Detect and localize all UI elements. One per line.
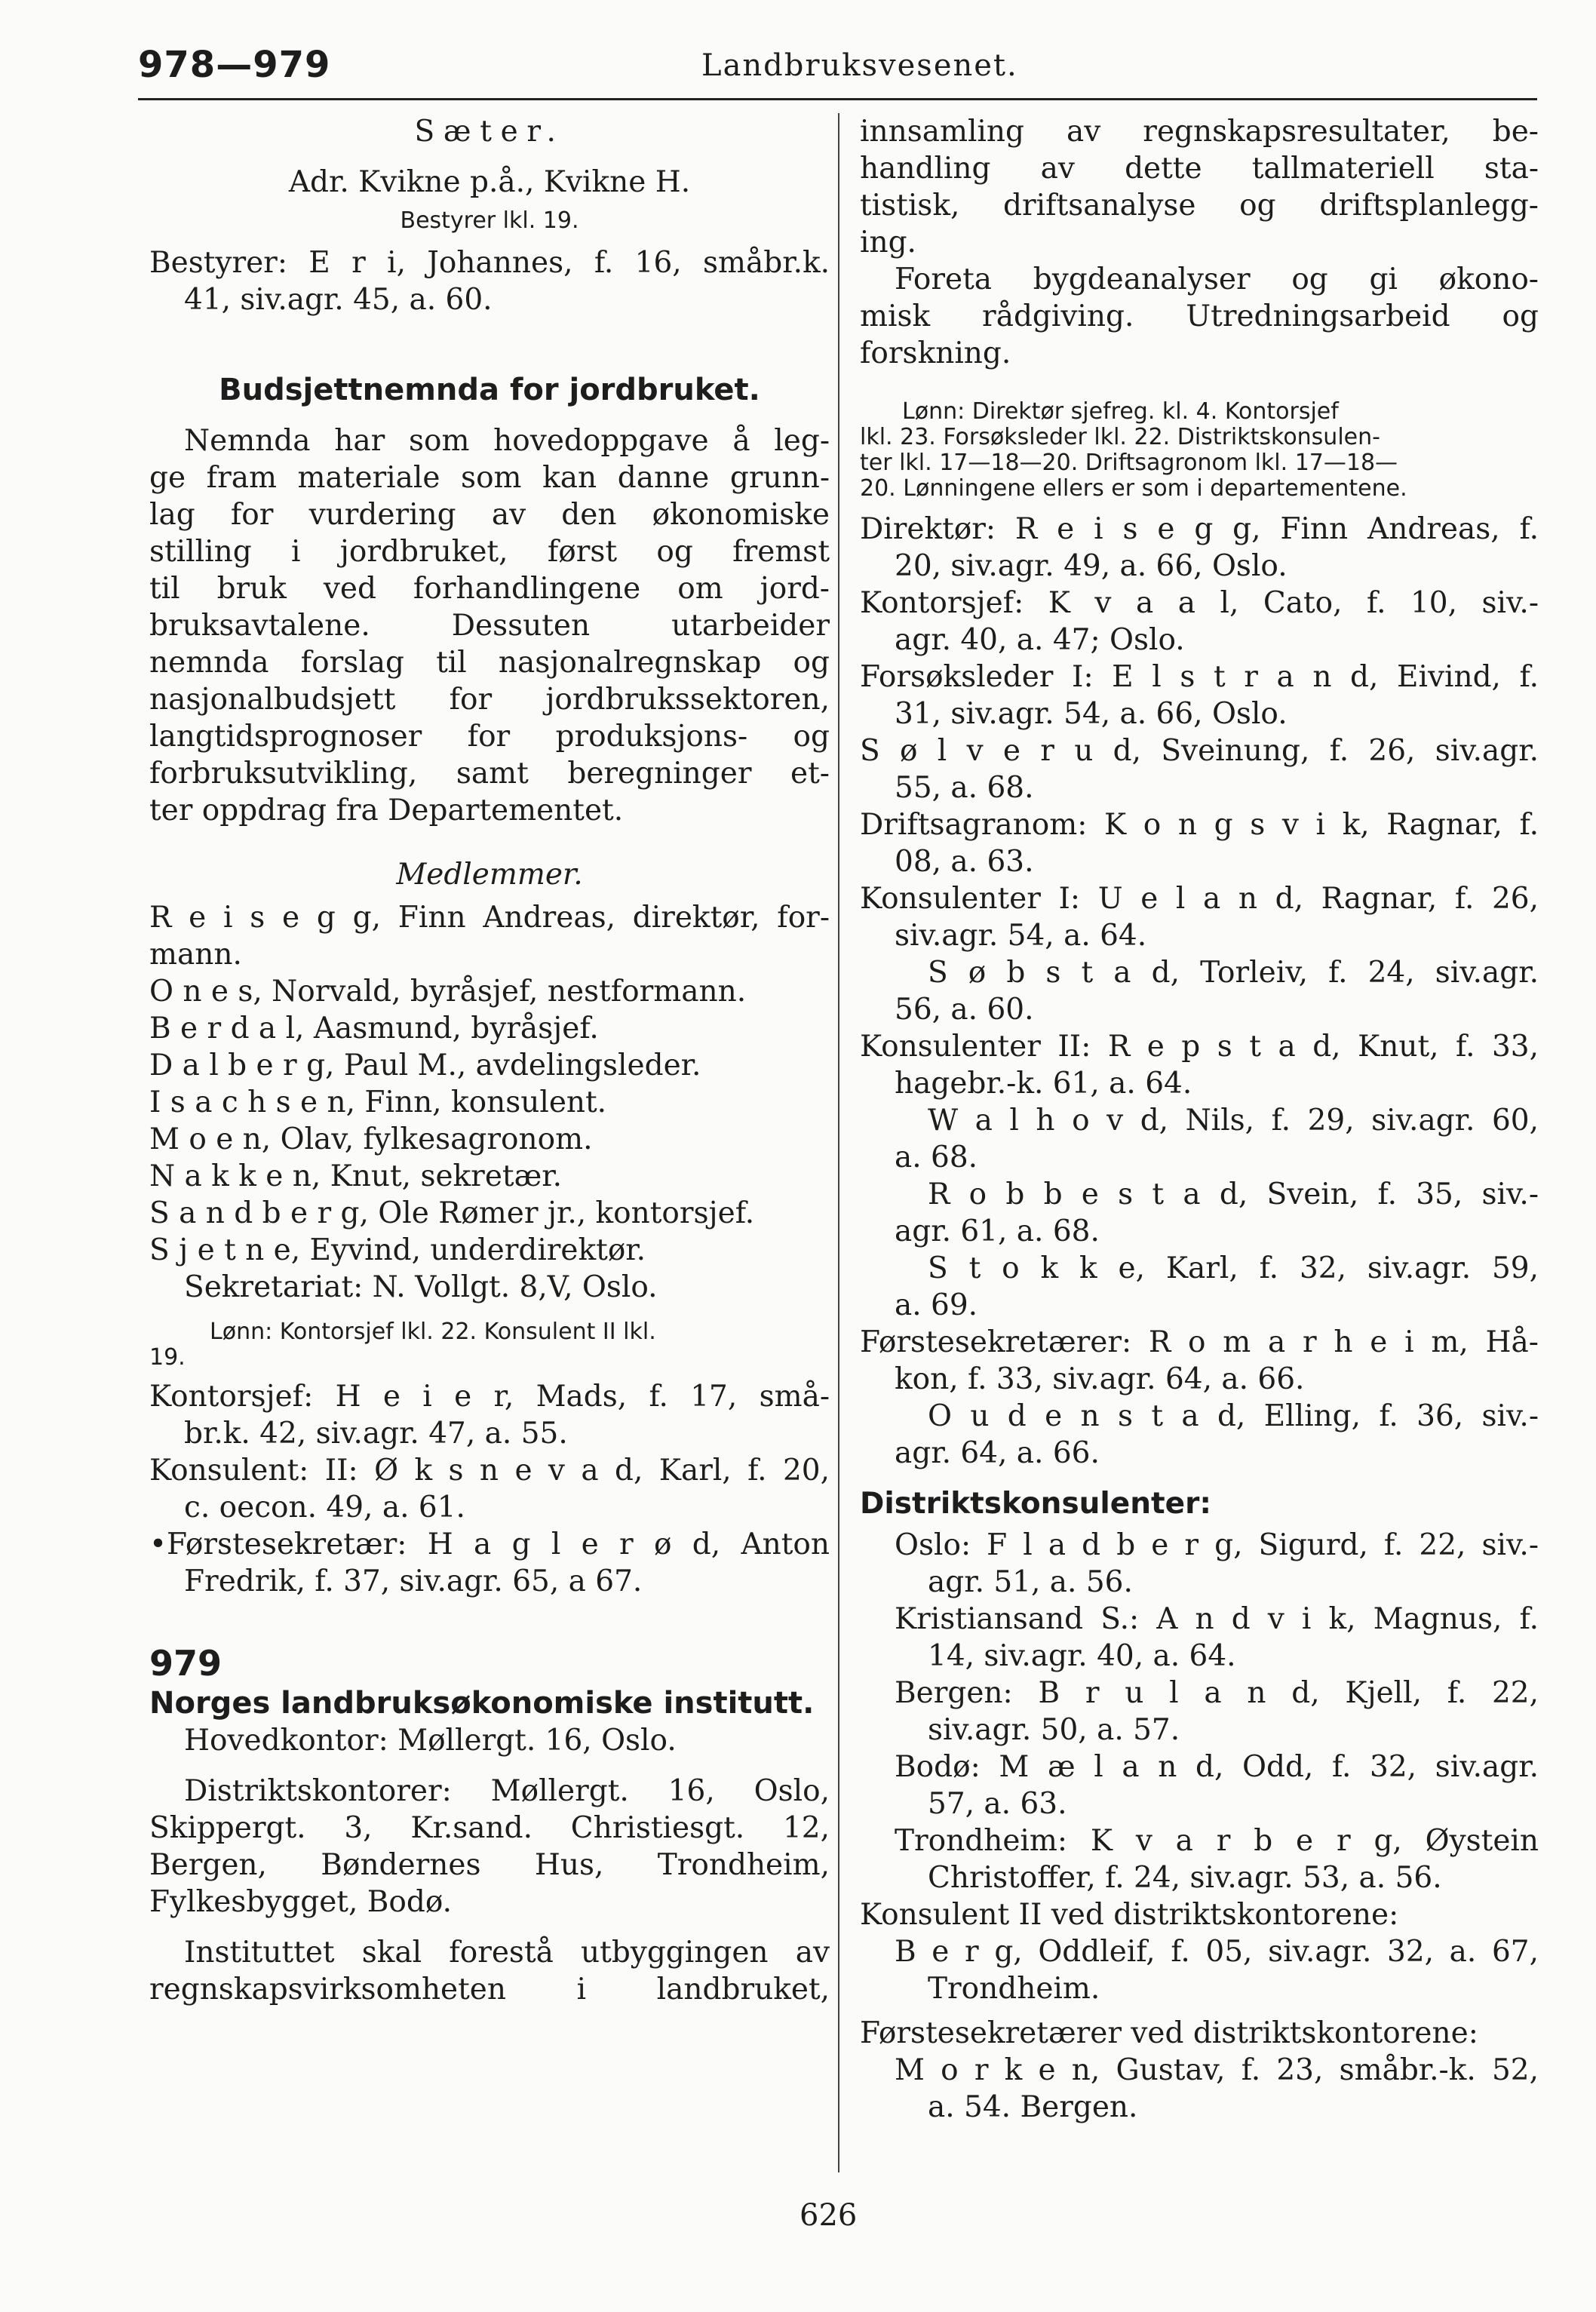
staff-line: Førstesekretærer: R o m a r h e i m, Hå- (860, 1325, 1539, 1359)
saeter-title: Sæter. (414, 115, 565, 149)
medlem-line: N a k k e n, Knut, sekretær. (149, 1159, 562, 1193)
budsjett-text-line: bruksavtalene. Dessuten utarbeider (149, 609, 830, 643)
staff-line: Konsulenter II: R e p s t a d, Knut, f. 33, (860, 1030, 1539, 1064)
budsjett-text-line: ter oppdrag fra Departementet. (149, 794, 624, 827)
medlem-line: I s a c h s e n, Finn, konsulent. (149, 1085, 607, 1119)
budsjett-title: Budsjettnemnda for jordbruket. (219, 373, 760, 407)
page-range: 978—979 (138, 44, 331, 86)
staff-line: c. oecon. 49, a. 61. (184, 1491, 465, 1524)
staff-line: Kontorsjef: K v a a l, Cato, f. 10, siv.- (860, 586, 1539, 620)
intro-line: forskning. (860, 336, 1011, 370)
intro-line: tistisk, driftsanalyse og driftsplanlegg- (860, 189, 1539, 223)
distrikt-line: siv.agr. 50, a. 57. (928, 1713, 1180, 1747)
right-column (860, 113, 1539, 2126)
column-divider (838, 113, 839, 2172)
distriktskontorer-line: Bergen, Bøndernes Hus, Trondheim, (149, 1848, 830, 1882)
lonn-line: 19. (149, 1344, 186, 1371)
left-column (149, 113, 830, 2008)
lonn-line: Lønn: Kontorsjef lkl. 22. Konsulent II lkl. (210, 1319, 656, 1345)
staff-line: agr. 40, a. 47; Oslo. (895, 623, 1185, 657)
distriktskontorer-line: Fylkesbygget, Bodø. (149, 1885, 453, 1919)
intro-line: Foreta bygdeanalyser og gi økono- (895, 263, 1539, 296)
medlem-line: S j e t n e, Eyvind, underdirektør. (149, 1233, 646, 1267)
budsjett-text-line: ge fram materiale som kan danne grunn- (149, 461, 830, 495)
staff-line: 55, a. 68. (895, 771, 1034, 805)
budsjett-text-line: Nemnda har som hovedoppgave å leg- (184, 424, 830, 458)
staff-line: S ø l v e r u d, Sveinung, f. 26, siv.agr. (860, 734, 1539, 768)
staff-line: Direktør: R e i s e g g, Finn Andreas, f. (860, 512, 1539, 546)
konsulent-ii-line: B e r g, Oddleif, f. 05, siv.agr. 32, a. 67, (895, 1935, 1539, 1969)
distrikt-line: Christoffer, f. 24, siv.agr. 53, a. 56. (928, 1861, 1442, 1895)
running-title: Landbruksvesenet. (701, 48, 1018, 83)
staff-line: 56, a. 60. (895, 993, 1034, 1027)
staff-line: a. 68. (895, 1141, 978, 1174)
staff-line: Kontorsjef: H e i e r, Mads, f. 17, små- (149, 1380, 830, 1414)
staff-line: Fredrik, f. 37, siv.agr. 65, a 67. (184, 1564, 643, 1598)
saeter-bestyrer-line: Bestyrer: E r i, Johannes, f. 16, småbr.k. (149, 246, 830, 280)
medlem-line: mann. (149, 938, 242, 972)
staff-line: 08, a. 63. (895, 845, 1034, 879)
forstesekr-line: Førstesekretærer ved distriktskontorene: (860, 2016, 1478, 2050)
staff-line: agr. 64, a. 66. (895, 1436, 1100, 1470)
distrikt-line: agr. 51, a. 56. (928, 1565, 1133, 1599)
staff-line: 31, siv.agr. 54, a. 66, Oslo. (895, 697, 1288, 731)
intro-line: ing. (860, 226, 916, 259)
budsjett-text-line: til bruk ved forhandlingene om jord- (149, 572, 830, 606)
distriktskontorer-line: Skippergt. 3, Kr.sand. Christiesgt. 12, (149, 1811, 830, 1845)
medlem-line: S a n d b e r g, Ole Rømer jr., kontorsjef. (149, 1196, 755, 1230)
hovedkontor: Hovedkontor: Møllergt. 16, Oslo. (184, 1724, 677, 1758)
budsjett-text-line: lag for vurdering av den økonomiske (149, 498, 830, 532)
instituttet-line: regnskapsvirksomheten i landbruket, (149, 1973, 830, 2006)
intro-line: misk rådgiving. Utredningsarbeid og (860, 299, 1539, 333)
lonn-line: lkl. 23. Forsøksleder lkl. 22. Distriktskonsulen- (860, 424, 1380, 450)
lonn-line: 20. Lønningene ellers er som i departementene. (860, 475, 1407, 502)
staff-line: S t o k k e, Karl, f. 32, siv.agr. 59, (928, 1251, 1539, 1285)
distrikt-title: Distriktskonsulenter: (860, 1487, 1211, 1521)
distrikt-line: 57, a. 63. (928, 1787, 1067, 1821)
medlem-line: R e i s e g g, Finn Andreas, direktør, for- (149, 901, 830, 935)
saeter-bestyrer-line: 41, siv.agr. 45, a. 60. (184, 283, 493, 317)
page-number: 626 (800, 2198, 858, 2233)
forstesekr-line: M o r k e n, Gustav, f. 23, småbr.-k. 52, (895, 2053, 1539, 2087)
lonn-line: Lønn: Direktør sjefreg. kl. 4. Kontorsjef (902, 398, 1339, 425)
saeter-bestyrer-klasse: Bestyrer lkl. 19. (400, 207, 579, 234)
distrikt-line: 14, siv.agr. 40, a. 64. (928, 1639, 1236, 1673)
staff-line: Konsulenter I: U e l a n d, Ragnar, f. 26, (860, 882, 1539, 916)
staff-line: a. 69. (895, 1288, 978, 1322)
forstesekr-line: a. 54. Bergen. (928, 2090, 1138, 2124)
intro-line: handling av dette tallmateriell sta- (860, 152, 1539, 186)
konsulent-ii-line: Trondheim. (928, 1972, 1100, 2006)
sekretariat: Sekretariat: N. Vollgt. 8,V, Oslo. (184, 1270, 658, 1304)
staff-line: •Førstesekretær: H a g l e r ø d, Anton (149, 1528, 830, 1561)
staff-line: S ø b s t a d, Torleiv, f. 24, siv.agr. (928, 956, 1539, 990)
distrikt-line: Bodø: M æ l a n d, Odd, f. 32, siv.agr. (895, 1750, 1539, 1784)
konsulent-ii-line: Konsulent II ved distriktskontorene: (860, 1898, 1399, 1932)
instituttet-line: Instituttet skal forestå utbyggingen av (184, 1936, 830, 1970)
budsjett-text-line: forbruksutvikling, samt beregninger et- (149, 757, 830, 791)
staff-line: Forsøksleder I: E l s t r a n d, Eivind, f. (860, 660, 1539, 694)
staff-line: siv.agr. 54, a. 64. (895, 919, 1147, 953)
distriktskontorer-line: Distriktskontorer: Møllergt. 16, Oslo, (184, 1774, 830, 1808)
staff-line: O u d e n s t a d, Elling, f. 36, siv.- (928, 1399, 1539, 1433)
institutt-title: Norges landbruksøkonomiske institutt. (149, 1686, 815, 1721)
staff-line: br.k. 42, siv.agr. 47, a. 55. (184, 1417, 568, 1451)
distrikt-line: Oslo: F l a d b e r g, Sigurd, f. 22, siv.- (895, 1528, 1539, 1562)
medlem-line: O n e s, Norvald, byråsjef, nestformann. (149, 975, 747, 1009)
medlem-line: D a l b e r g, Paul M., avdelingsleder. (149, 1049, 701, 1082)
intro-line: innsamling av regnskapsresultater, be- (860, 115, 1539, 149)
staff-line: Driftsagranom: K o n g s v i k, Ragnar, f. (860, 808, 1539, 842)
section-number: 979 (149, 1643, 223, 1684)
staff-line: 20, siv.agr. 49, a. 66, Oslo. (895, 549, 1288, 583)
lonn-line: ter lkl. 17—18—20. Driftsagronom lkl. 17—18— (860, 450, 1398, 476)
staff-line: W a l h o v d, Nils, f. 29, siv.agr. 60, (928, 1104, 1539, 1138)
distrikt-line: Kristiansand S.: A n d v i k, Magnus, f. (895, 1602, 1539, 1636)
budsjett-text-line: langtidsprognoser for produksjons- og (149, 720, 830, 754)
medlem-line: B e r d a l, Aasmund, byråsjef. (149, 1012, 599, 1045)
medlem-line: M o e n, Olav, fylkesagronom. (149, 1122, 593, 1156)
budsjett-text-line: nasjonalbudsjett for jordbrukssektoren, (149, 683, 830, 717)
saeter-address: Adr. Kvikne p.å., Kvikne H. (288, 165, 691, 199)
staff-line: hagebr.-k. 61, a. 64. (895, 1067, 1192, 1101)
budsjett-text-line: stilling i jordbruket, først og fremst (149, 535, 830, 569)
staff-line: kon, f. 33, siv.agr. 64, a. 66. (895, 1362, 1305, 1396)
header-rule (138, 98, 1537, 100)
staff-line: agr. 61, a. 68. (895, 1214, 1100, 1248)
staff-line: Konsulent: II: Ø k s n e v a d, Karl, f. 20, (149, 1454, 830, 1488)
staff-line: R o b b e s t a d, Svein, f. 35, siv.- (928, 1177, 1539, 1211)
budsjett-text-line: nemnda forslag til nasjonalregnskap og (149, 646, 830, 680)
distrikt-line: Bergen: B r u l a n d, Kjell, f. 22, (895, 1676, 1539, 1710)
distrikt-line: Trondheim: K v a r b e r g, Øystein (895, 1824, 1539, 1858)
medlemmer-title: Medlemmer. (396, 858, 583, 892)
